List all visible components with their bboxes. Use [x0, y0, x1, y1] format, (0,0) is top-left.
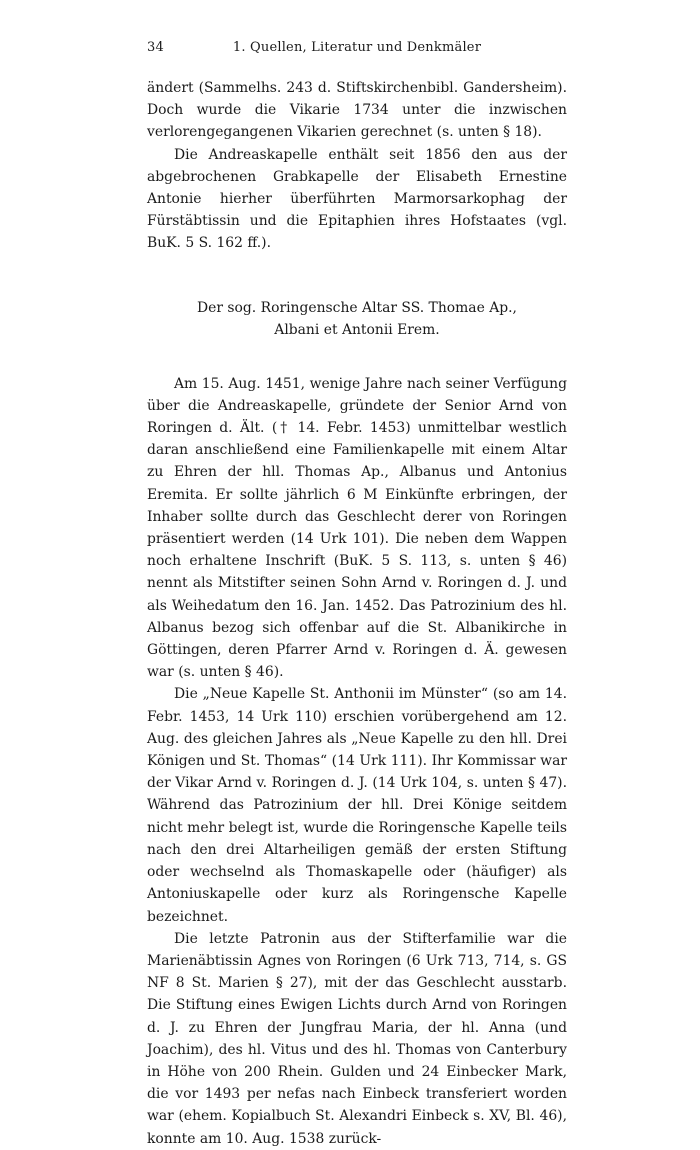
page-number: 34: [147, 40, 164, 55]
paragraph: ändert (Sammelhs. 243 d. Stiftskirchenbibl. Gandersheim). Doch wurde die Vikarie 1734 unter die inzwischen verlorengegangenen Vikarien gerechnet (s. unten § 18).: [147, 80, 567, 141]
body-text: [147, 77, 567, 1150]
section-heading-line: Albani et Antonii Erem.: [274, 321, 440, 338]
paragraph: Die „Neue Kapelle St. Anthonii im Münster“ (so am 14. Febr. 1453, 14 Urk 110) erschien vorübergehend am 12. Aug. des gleichen Jahres als „Neue Kapelle zu den hll. Drei Königen und St. Thomas“ (14 Urk 111). Ihr Kommissar war der Vikar Arnd v. Roringen d. J. (14 Urk 104, s. unten § 47). Während das Patrozinium der hll. Drei Könige seitdem nicht mehr belegt ist, wurde die Roringensche Kapelle teils nach den drei Altarheiligen gemäß der ersten Stiftung oder wechselnd als Thomaskapelle oder (häufiger) als Antoniuskapelle oder kurz als Roringensche Kapelle bezeichnet.: [147, 686, 567, 925]
paragraph: Am 15. Aug. 1451, wenige Jahre nach seiner Verfügung über die Andreaskapelle, gründete der Senior Arnd von Roringen d. Ält. († 14. Febr. 1453) unmittelbar westlich daran anschließend eine Familienkapelle mit einem Altar zu Ehren der hll. Thomas Ap., Albanus und Antonius Eremita. Er sollte jährlich 6 M Einkünfte erbringen, der Inhaber sollte durch das Geschlecht derer von Roringen präsentiert werden (14 Urk 101). Die neben dem Wappen noch erhaltene Inschrift (BuK. 5 S. 113, s. unten § 46) nennt als Mitstifter seinen Sohn Arnd v. Roringen d. J. und als Weihedatum den 16. Jan. 1452. Das Patrozinium des hl. Albanus bezog sich offenbar auf die St. Albanikirche in Göttingen, deren Pfarrer Arnd v. Roringen d. Ä. gewesen war (s. unten § 46).: [147, 375, 567, 681]
paragraph: Die letzte Patronin aus der Stifterfamilie war die Marienäbtissin Agnes von Roringen (6 Urk 713, 714, s. GS NF 8 St. Marien § 27), mit der das Geschlecht ausstarb. Die Stiftung eines Ewigen Lichts durch Arnd von Roringen d. J. zu Ehren der Jungfrau Maria, der hl. Anna (und Joachim), des hl. Vitus und des hl. Thomas von Canterbury in Höhe von 200 Rhein. Gulden und 24 Einbecker Mark, die vor 1493 per nefas nach Einbeck transferiert worden war (ehem. Kopialbuch St. Alexandri Einbeck s. XV, Bl. 46), konnte am 10. Aug. 1538 zurück-: [147, 930, 567, 1147]
running-head: 1. Quellen, Literatur und Denkmäler: [232, 40, 482, 55]
paragraph: Die Andreaskapelle enthält seit 1856 den aus der abgebrochenen Grabkapelle der Elisabeth Ernestine Antonie hierher überführten Marmorsarkophag der Fürstäbtissin und die Epitaphien ihres Hofstaates (vgl. BuK. 5 S. 162 ff.).: [147, 146, 567, 252]
section-heading-line: Der sog. Roringensche Altar SS. Thomae Ap.,: [197, 299, 517, 316]
section-heading: [147, 297, 567, 341]
